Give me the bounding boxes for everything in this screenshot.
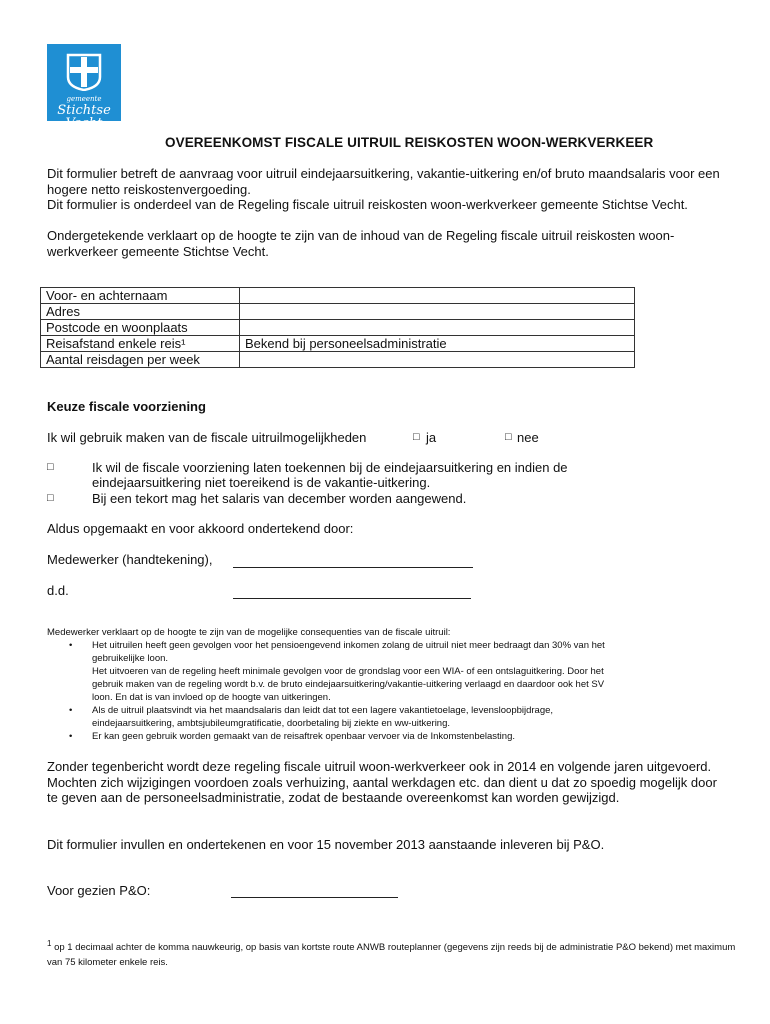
intro-paragraph-1: Dit formulier betreft de aanvraag voor uitruil eindejaarsuitkering, vakantie-uitkering en/of bruto maandsalaris voor een hogere netto reiskostenvergoeding. xyxy=(47,166,720,197)
municipality-logo xyxy=(47,44,121,131)
table-label: Adres xyxy=(41,304,240,320)
coat-of-arms-icon xyxy=(66,53,102,91)
intro-paragraph-2: Dit formulier is onderdeel van de Regeling fiscale uitruil reiskosten woon-werkverkeer gemeente Stichtse Vecht. xyxy=(47,197,688,212)
intro-paragraph-3: Ondergetekende verklaart op de hoogte te zijn van de inhoud van de Regeling fiscale uitruil reiskosten woon-werkverkeer gemeente Stichtse Vecht. xyxy=(47,228,675,259)
list-item xyxy=(47,704,737,730)
logo-small-text: gemeente xyxy=(66,95,102,103)
no-checkbox[interactable]: □ xyxy=(505,431,512,443)
footnote-marker: 1 xyxy=(47,939,52,948)
page-title: OVEREENKOMST FISCALE UITRUIL REISKOSTEN WOON-WERKVERKEER xyxy=(165,135,654,150)
bullet-icon: • xyxy=(69,640,73,651)
table-row xyxy=(41,304,635,320)
list-item-line: Er kan geen gebruik worden gemaakt van de reisaftrek openbaar vervoer via de Inkomstenbelasting. xyxy=(92,731,515,742)
date-label: d.d. xyxy=(47,583,69,598)
unchanged-paragraph: Zonder tegenbericht wordt deze regeling fiscale uitruil woon-werkverkeer ook in 2014 en volgende jaren uitgevoerd. Mochten zich wijzigingen voordoen zoals verhuizing, aantal werkdagen etc. dan dient u dat zo spoedig mogelijk door te geven aan de personeelsadministratie, zodat de bestaande overeenkomst kan worden gewijzigd. xyxy=(47,759,717,805)
logo-line2: Vecht xyxy=(65,116,103,131)
table-value-field[interactable] xyxy=(240,320,635,336)
list-item-line: gebruikelijke loon. xyxy=(92,653,169,664)
agreement-text: Aldus opgemaakt en voor akkoord ondertekend door: xyxy=(47,521,354,536)
bullet-icon: • xyxy=(69,731,73,742)
no-label: nee xyxy=(517,430,539,445)
option1-line1: Ik wil de fiscale voorziening laten toekennen bij de eindejaarsuitkering en indien de xyxy=(92,460,568,475)
list-item-line: gebruik maken van de regeling wordt b.v. de bruto eindejaarsuitkering/vakantie-uitkering verlaagd en daardoor ook het SV xyxy=(92,679,605,690)
option2-checkbox[interactable]: □ xyxy=(47,492,54,504)
table-label: Voor- en achternaam xyxy=(41,288,240,304)
table-label: Reisafstand enkele reis¹ xyxy=(41,336,240,352)
list-item-line: loon. En dat is van invloed op de hoogte van uitkeringen. xyxy=(92,692,331,703)
table-value-field[interactable]: Bekend bij personeelsadministratie xyxy=(240,336,635,352)
table-row xyxy=(41,288,635,304)
option1-line2: eindejaarsuitkering niet toereikend is de vakantie-uitkering. xyxy=(92,475,431,490)
list-item-line: Het uitruilen heeft geen gevolgen voor het pensioengevend inkomen zolang de uitruil niet meer bedraagt dan 30% van het xyxy=(92,640,605,651)
yes-label: ja xyxy=(426,430,437,445)
choice-question: Ik wil gebruik maken van de fiscale uitruilmogelijkheden xyxy=(47,430,367,445)
table-value-field[interactable] xyxy=(240,352,635,368)
bullet-icon: • xyxy=(69,705,73,716)
consequences-intro: Medewerker verklaart op de hoogte te zijn van de mogelijke consequenties van de fiscale uitruil: xyxy=(47,627,451,638)
choice-heading: Keuze fiscale voorziening xyxy=(47,399,206,414)
table-label: Aantal reisdagen per week xyxy=(41,352,240,368)
table-row xyxy=(41,336,635,352)
consequences-list xyxy=(47,639,737,743)
employee-signature-label: Medewerker (handtekening), xyxy=(47,552,213,567)
deadline-text: Dit formulier invullen en ondertekenen en voor 15 november 2013 aanstaande inleveren bij P&O. xyxy=(47,837,605,852)
list-item xyxy=(47,639,737,704)
table-value-field[interactable] xyxy=(240,304,635,320)
po-label: Voor gezien P&O: xyxy=(47,883,151,898)
list-item-line: eindejaarsuitkering, ambtsjubileumgratificatie, doorbetaling bij ziekte en ww-uitkering. xyxy=(92,718,451,729)
list-item-line: Het uitvoeren van de regeling heeft minimale gevolgen voor de grondslag voor een WIA- of een ontslaguitkering. Door het xyxy=(92,666,604,677)
list-item xyxy=(47,730,737,743)
personal-info-table xyxy=(40,287,635,368)
option2-text: Bij een tekort mag het salaris van december worden aangewend. xyxy=(92,491,467,506)
po-signature-line[interactable] xyxy=(231,886,398,898)
date-line[interactable] xyxy=(233,587,471,599)
table-row xyxy=(41,320,635,336)
logo-line1: Stichtse xyxy=(57,103,111,118)
footnote-text: op 1 decimaal achter de komma nauwkeurig, op basis van kortste route ANWB routeplanner (gegevens zijn reeds bij de administratie P&O bekend) met maximum van 75 kilometer enkele reis. xyxy=(47,942,736,969)
yes-checkbox[interactable]: □ xyxy=(413,431,420,443)
table-value-field[interactable] xyxy=(240,288,635,304)
list-item-line: Als de uitruil plaatsvindt via het maandsalaris dan leidt dat tot een lagere vakantietoelage, levensloopbijdrage, xyxy=(92,705,554,716)
table-label: Postcode en woonplaats xyxy=(41,320,240,336)
employee-signature-line[interactable] xyxy=(233,556,473,568)
table-row xyxy=(41,352,635,368)
footnote xyxy=(47,936,737,970)
option1-checkbox[interactable]: □ xyxy=(47,461,54,473)
